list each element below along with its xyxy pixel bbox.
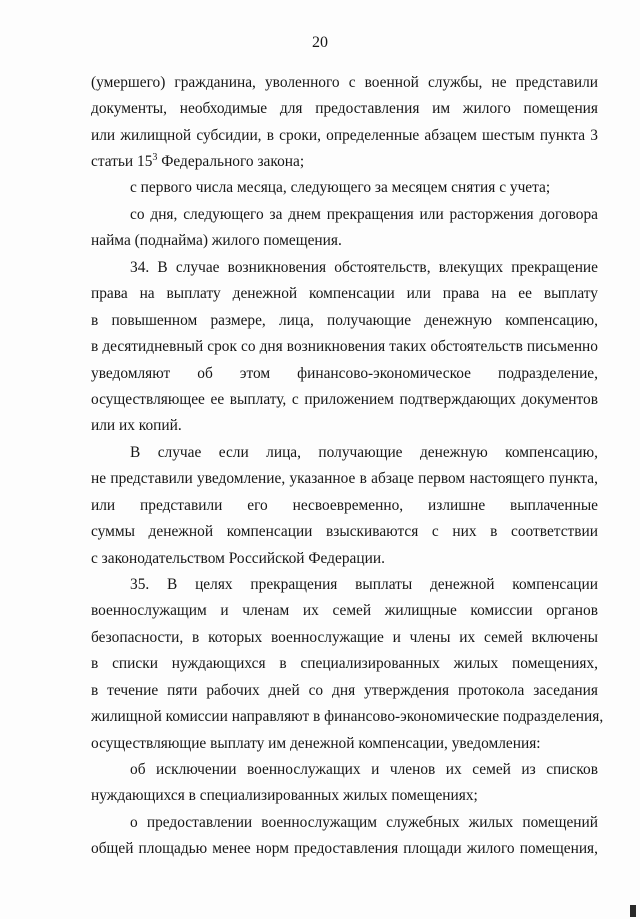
text-line: о предоставлении военнослужащим служебных жилых помещений xyxy=(130,814,598,831)
text-line: жилищной комиссии направляют в финансово-экономические подразделения, xyxy=(91,708,604,725)
text-line: или жилищной субсидии, в сроки, определенные абзацем шестым пункта 3 xyxy=(91,127,598,144)
text-line: в десятидневный срок со дня возникновения таких обстоятельств письменно xyxy=(91,338,598,355)
scan-edge-mark xyxy=(630,905,636,917)
text-line: осуществляющее ее выплату, с приложением подтверждающих документов xyxy=(91,391,598,408)
text-line: со дня, следующего за днем прекращения или расторжения договора xyxy=(130,206,598,223)
text-line: 35. В целях прекращения выплаты денежной компенсации xyxy=(130,576,598,593)
text-line: 34. В случае возникновения обстоятельств, влекущих прекращение xyxy=(130,259,598,276)
text-line: уведомляют об этом финансово-экономическое подразделение, xyxy=(91,365,598,382)
text-line: об исключении военнослужащих и членов их семей из списков xyxy=(130,761,598,778)
text-line: в списки нуждающихся в специализированных жилых помещениях, xyxy=(91,655,598,672)
text-line: общей площадью менее норм предоставления площади жилого помещения, xyxy=(91,840,598,857)
text-line: или их копий. xyxy=(91,417,182,434)
text-line: безопасности, в которых военнослужащие и члены их семей включены xyxy=(91,629,598,646)
text-line: осуществляющие выплату им денежной компенсации, уведомления: xyxy=(91,735,541,752)
text-line: с первого числа месяца, следующего за месяцем снятия с учета; xyxy=(130,179,551,196)
text-line: найма (поднайма) жилого помещения. xyxy=(91,232,342,249)
text-line: или представили его несвоевременно, излишне выплаченные xyxy=(91,497,598,514)
page-number: 20 xyxy=(312,34,328,51)
text-line: права на выплату денежной компенсации или права на ее выплату xyxy=(91,285,598,302)
text-line: с законодательством Российской Федерации. xyxy=(91,550,385,567)
text-line: (умершего) гражданина, уволенного с военной службы, не представили xyxy=(91,74,598,91)
superscript: 3 xyxy=(152,151,158,163)
text-line: в повышенном размере, лица, получающие денежную компенсацию, xyxy=(91,312,598,329)
text-line: суммы денежной компенсации взыскиваются с них в соответствии xyxy=(91,523,598,540)
text-line: нуждающихся в специализированных жилых помещениях; xyxy=(91,787,478,804)
text-line: не представили уведомление, указанное в абзаце первом настоящего пункта, xyxy=(91,470,598,487)
text-fragment: статьи 15 xyxy=(91,153,153,170)
text-line: в течение пяти рабочих дней со дня утверждения протокола заседания xyxy=(91,682,598,699)
text-line: В случае если лица, получающие денежную компенсацию, xyxy=(130,444,598,461)
text-line: документы, необходимые для предоставления им жилого помещения xyxy=(91,100,598,117)
text-line: военнослужащим и членам их семей жилищные комиссии органов xyxy=(91,602,598,619)
text-fragment: Федерального закона; xyxy=(157,153,305,170)
text-line xyxy=(91,152,598,172)
